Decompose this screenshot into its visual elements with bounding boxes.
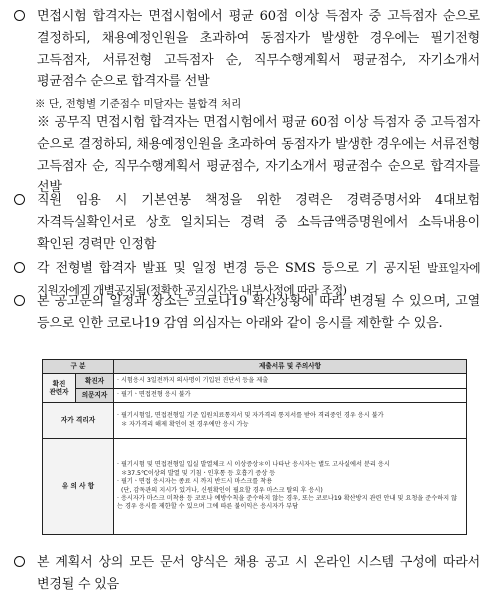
content-line: 시험응시 3일전까지 의사명이 기입된 진단서 등을 제출	[120, 376, 269, 384]
item-text: 본 계획서 상의 모든 문서 양식은 채용 공고 시 온라인 시스템 구성에 따라서 변경될 수 있음	[37, 555, 480, 592]
sub-note-text: ※ 공무직 면접시험 합격자는 면접시험에서 평균 60점 이상 득점자 중 고득점자 순으로 결정하되, 채용예정인원을 초과하여 동점자가 발생한 경우에는 서류전형 고득점자 순, 직무수행계획서 평균점수, 자기소개서 평균점수 순으로 합격자를 선발	[37, 115, 480, 196]
list-item	[14, 190, 480, 255]
item-text: 면접시험 합격자는 면접시험에서 평균 60점 이상 득점자 중 고득점자 순으로 결정하되, 채용예정인원을 초과하여 동점자가 발생한 경우에는 필기전형 고득점자, 서류전형 고득점자 순, 직무수행계획서 평균점수, 자기소개서 평균점수 순으로 합격자를 선발	[37, 9, 480, 90]
list-item	[14, 6, 480, 93]
circle-bullet-icon	[14, 295, 25, 306]
row-label-cell: 확진자	[76, 374, 114, 389]
content-cell: · 시험응시 3일전까지 의사명이 기입된 진단서 등을 제출	[114, 374, 467, 389]
row-label-cell: 자가 격리자	[43, 403, 114, 439]
table-header-cell: 구 분	[43, 360, 114, 374]
circle-bullet-icon	[14, 556, 25, 567]
content-line: (단, 감독관의 지시가 있거나, 신원확인이 필요할 경우 마스크 탈의 후 응시)	[121, 486, 323, 494]
circle-bullet-icon	[14, 194, 25, 205]
restriction-table	[42, 359, 467, 535]
list-item	[14, 291, 480, 335]
content-cell: · 필기시험일, 면접전형일 기준 입원치료통지서 및 자가격리 통지서를 받아 격리중인 경우 응시 불가 ＊ 자가격리 해제 확인이 된 경우에만 응시 가능	[114, 403, 467, 439]
list-item	[14, 552, 480, 596]
table-header-cell: 제출서류 및 주의사항	[114, 360, 467, 374]
table-row	[43, 374, 467, 389]
circle-bullet-icon	[14, 262, 25, 273]
circle-bullet-icon	[14, 10, 25, 21]
content-line: ＊ 자가격리 해제 확인이 된 경우에만 응시 가능	[121, 420, 249, 428]
group-cell: 확진 관련자	[43, 374, 76, 403]
row-label-cell: 유 의 사 항	[43, 439, 114, 535]
item-text-part: 발표일자에 지원자에게 개별공지됨(정확한 공지시간은 내부사정에 따라 조정)	[37, 261, 480, 297]
table-row	[43, 439, 467, 535]
table-row	[43, 403, 467, 439]
content-cell: · 필기시험 및 면접전형일 입실 발열체크 시 이상증상＊이 나타난 응시자는 별도 고사실에서 분리 응시 ＊37.5℃이상의 발열 및 기침ㆍ인후통 등 호흡기 증상 등 · 필기ㆍ면접 응시자는 종료 시 까지 반드시 마스크를 착용 (단, 감독관의 지시가 있거나, 신원확인이 필요할 경우 마스크 탈의 후 응시) · 응시자가 마스크 미착용 등 코로나 예방수칙을 준수하지 않는 경우, 또는 코로나19 확산방지 관련 안내 및 요청을 준수하지 않는 경우 응시를 제한할 수 있으며 그에 따른 불이익은 응시자가 부담	[114, 439, 467, 535]
content-cell: · 필기ㆍ면접전형 응시 불가	[114, 389, 467, 403]
content-line: 필기ㆍ면접 응시자는 종료 시 까지 반드시 마스크를 착용	[120, 478, 273, 486]
content-line: 응시자가 마스크 미착용 등 코로나 예방수칙을 준수하지 않는 경우, 또는 코로나19 확산방지 관련 안내 및 요청을 준수하지 않는 경우 응시를 제한할 수 있으며 그에 따른 불이익은 응시자가 부담	[117, 494, 458, 511]
note-text: ※ 단, 전형별 기준점수 미달자는 불합격 처리	[35, 98, 242, 110]
content-line: 필기시험일, 면접전형일 기준 입원치료통지서 및 자가격리 통지서를 받아 격리중인 경우 응시 불가	[120, 412, 384, 420]
row-label-cell: 의문지자	[76, 389, 114, 403]
table-row	[43, 389, 467, 403]
item-text: 직원 임용 시 기본연봉 책정을 위한 경력은 경력증명서와 4대보험 자격득실확인서로 상호 일치되는 경력 중 소득금액증명원에서 소득내용이 확인된 경력만 인정함	[37, 193, 480, 252]
content-line: ＊37.5℃이상의 발열 및 기침ㆍ인후통 등 호흡기 증상 등	[121, 469, 276, 477]
note-line	[14, 96, 480, 111]
content-line: 필기ㆍ면접전형 응시 불가	[120, 391, 191, 399]
sub-note	[14, 112, 480, 199]
content-line: 필기시험 및 면접전형일 입실 발열체크 시 이상증상＊이 나타난 응시자는 별도 고사실에서 분리 응시	[120, 461, 390, 469]
item-text: 본 공고문의 일정과 장소는 코로나19 확산상황에 따라 변경될 수 있으며, 고열 등으로 인한 코로나19 감염 의심자는 아래와 같이 응시를 제한할 수 있음.	[37, 294, 480, 331]
item-text-part: 각 전형별 합격자 발표 및 일정 변경 등은 SMS 등으로 기 공지된	[37, 261, 427, 276]
table-header-row	[43, 360, 467, 374]
